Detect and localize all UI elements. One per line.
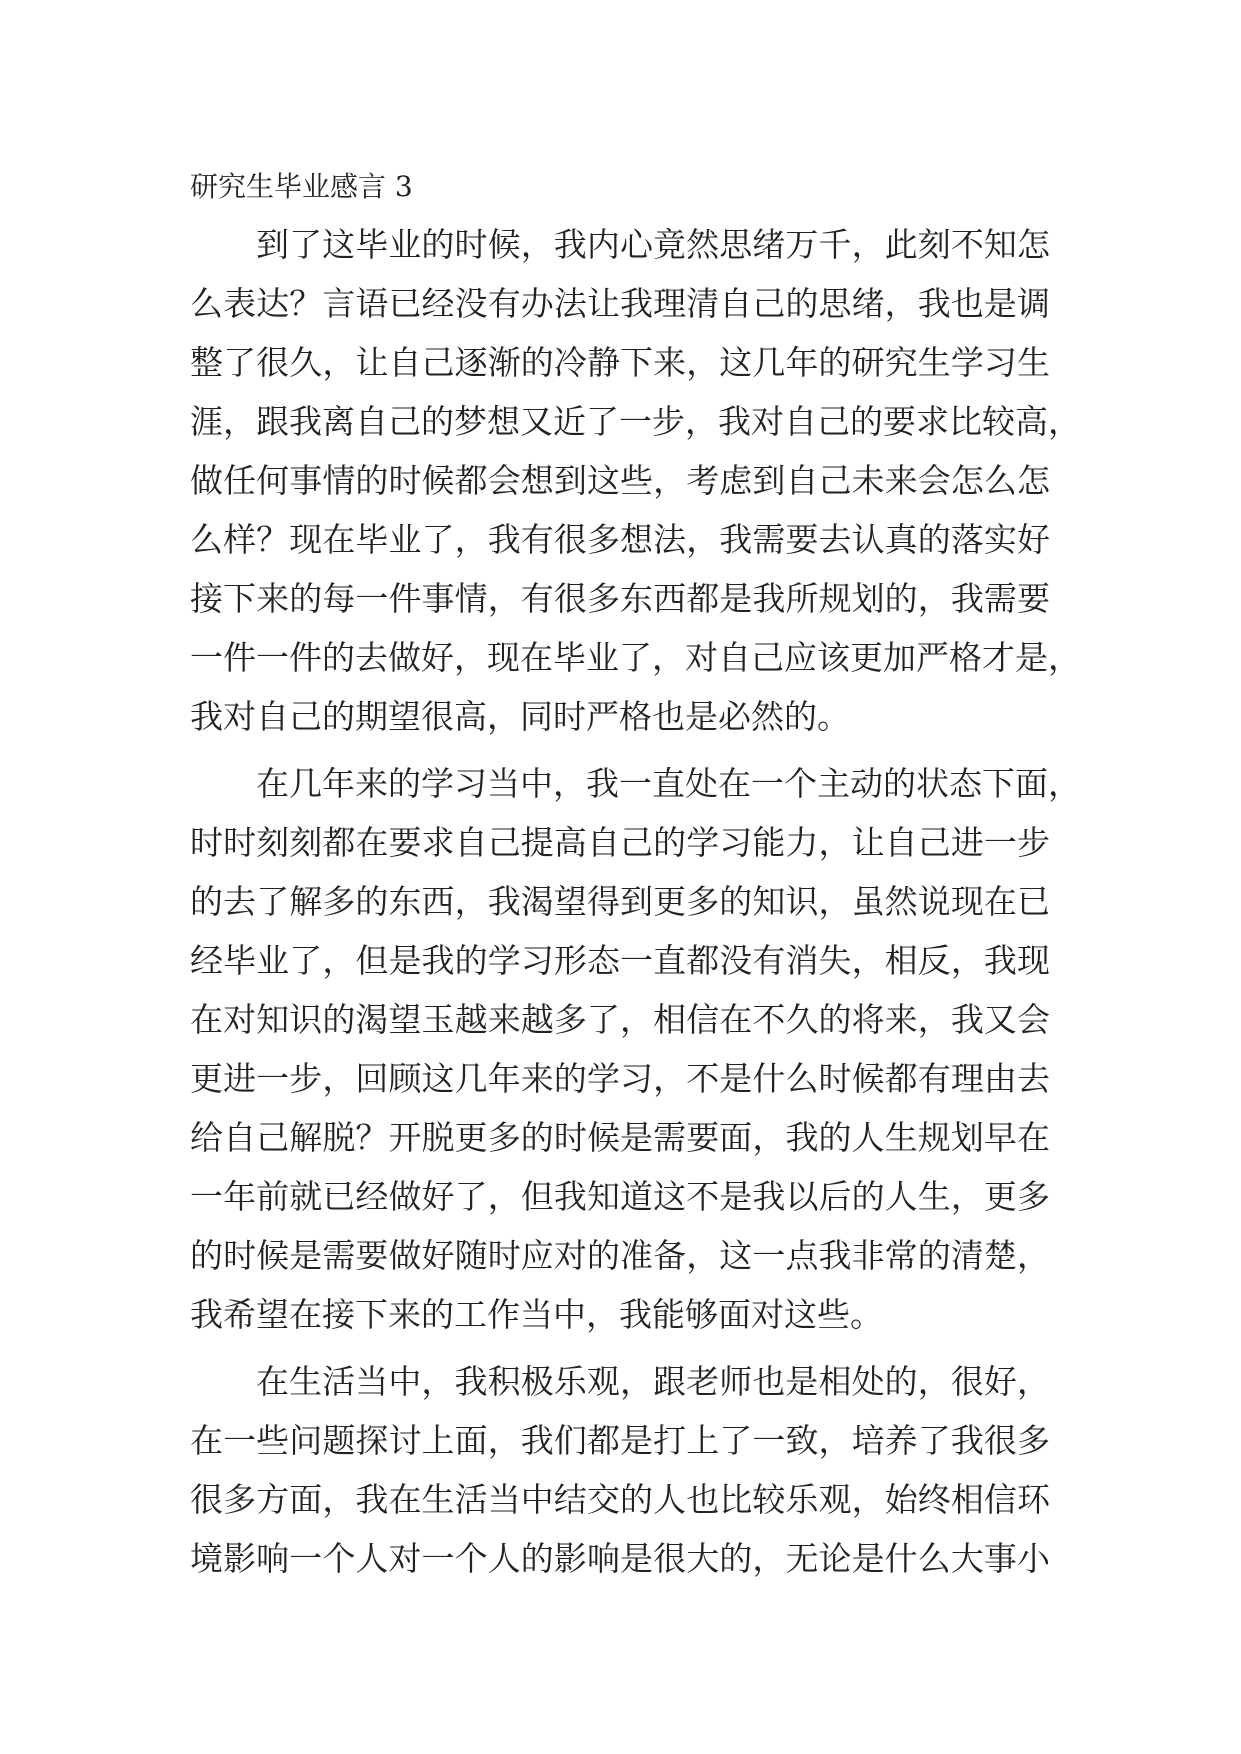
paragraph-2-line-5: 在对知识的渴望玉越来越多了，相信在不久的将来，我又会 (190, 1000, 1050, 1039)
paragraph-1-line-5: 做任何事情的时候都会想到这些，考虑到自己未来会怎么怎 (190, 461, 1050, 500)
paragraph-3-line-3: 很多方面，我在生活当中结交的人也比较乐观，始终相信环 (190, 1480, 1050, 1519)
paragraph-2-line-9: 的时候是需要做好随时应对的准备，这一点我非常的清楚， (190, 1236, 1050, 1275)
paragraph-1-line-4: 涯，跟我离自己的梦想又近了一步，我对自己的要求比较高， (190, 402, 1081, 441)
document-title: 研究生毕业感言 3 (190, 170, 413, 203)
paragraph-1-line-1: 到了这毕业的时候，我内心竟然思绪万千，此刻不知怎 (256, 225, 1050, 264)
paragraph-2-line-7: 给自己解脱？开脱更多的时候是需要面，我的人生规划早在 (190, 1118, 1050, 1157)
paragraph-2-line-8: 一年前就已经做好了，但我知道这不是我以后的人生，更多 (190, 1177, 1050, 1216)
paragraph-1-line-8: 一件一件的去做好，现在毕业了，对自己应该更加严格才是， (190, 638, 1081, 677)
paragraph-2-line-4: 经毕业了，但是我的学习形态一直都没有消失，相反，我现 (190, 941, 1050, 980)
paragraph-2-line-6: 更进一步，回顾这几年来的学习，不是什么时候都有理由去 (190, 1059, 1050, 1098)
paragraph-gap (190, 1344, 1050, 1352)
paragraph-3-line-4: 境影响一个人对一个人的影响是很大的，无论是什么大事小 (190, 1539, 1050, 1578)
paragraph-1-line-2: 么表达？言语已经没有办法让我理清自己的思绪，我也是调 (190, 284, 1050, 323)
paragraph-2-line-3: 的去了解多的东西，我渴望得到更多的知识，虽然说现在已 (190, 882, 1050, 921)
paragraph-gap (190, 746, 1050, 754)
paragraph-2-line-10: 我希望在接下来的工作当中，我能够面对这些。 (190, 1295, 883, 1334)
paragraph-3-line-2: 在一些问题探讨上面，我们都是打上了一致，培养了我很多 (190, 1421, 1050, 1460)
paragraph-2-line-2: 时时刻刻都在要求自己提高自己的学习能力，让自己进一步 (190, 823, 1050, 862)
document-body (190, 215, 1081, 1588)
paragraph-1-line-6: 么样？现在毕业了，我有很多想法，我需要去认真的落实好 (190, 520, 1050, 559)
paragraph-1-line-9: 我对自己的期望很高，同时严格也是必然的。 (190, 697, 850, 736)
paragraph-1-line-3: 整了很久，让自己逐渐的冷静下来，这几年的研究生学习生 (190, 343, 1050, 382)
paragraph-3-line-1: 在生活当中，我积极乐观，跟老师也是相处的，很好， (256, 1362, 1050, 1401)
paragraph-1-line-7: 接下来的每一件事情，有很多东西都是我所规划的，我需要 (190, 579, 1050, 618)
paragraph-2-line-1: 在几年来的学习当中，我一直处在一个主动的状态下面， (256, 764, 1081, 803)
